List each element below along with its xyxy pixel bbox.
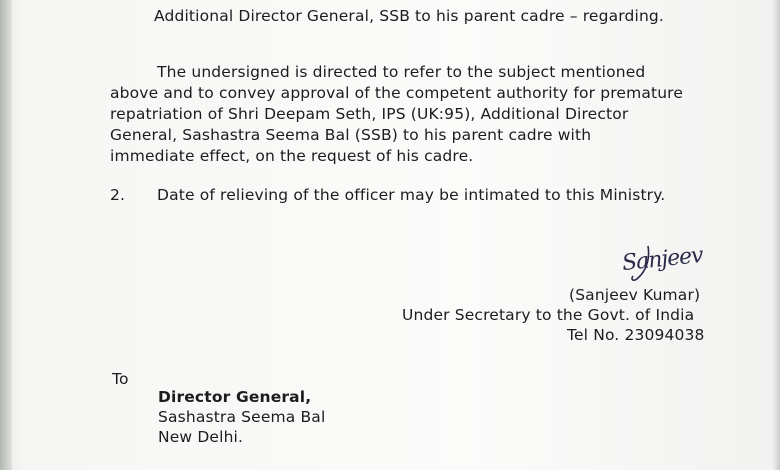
page-edge-shadow — [0, 0, 12, 470]
para1-line-5: immediate effect, on the request of his cadre. — [110, 147, 474, 165]
handwritten-signature: Sanjeev — [620, 242, 704, 277]
signatory-name: (Sanjeev Kumar) — [569, 286, 701, 304]
recipient-city: New Delhi. — [158, 428, 244, 446]
to-label: To — [112, 370, 129, 388]
para1-line-3: repatriation of Shri Deepam Seth, IPS (UK:95), Additional Director — [110, 105, 629, 123]
recipient-org: Sashastra Seema Bal — [158, 408, 326, 426]
recipient-title: Director General, — [158, 388, 312, 406]
para2-text: Date of relieving of the officer may be intimated to this Ministry. — [157, 186, 666, 204]
para1-line-1: The undersigned is directed to refer to the subject mentioned — [157, 63, 646, 81]
page-edge-shadow-right — [772, 0, 780, 470]
para2-number: 2. — [110, 186, 126, 204]
signatory-phone: Tel No. 23094038 — [567, 326, 705, 344]
subject-line: Additional Director General, SSB to his parent cadre – regarding. — [154, 7, 664, 25]
signatory-designation: Under Secretary to the Govt. of India — [402, 306, 695, 324]
para1-line-2: above and to convey approval of the competent authority for premature — [110, 84, 684, 102]
para1-line-4: General, Sashastra Seema Bal (SSB) to his parent cadre with — [110, 126, 592, 144]
